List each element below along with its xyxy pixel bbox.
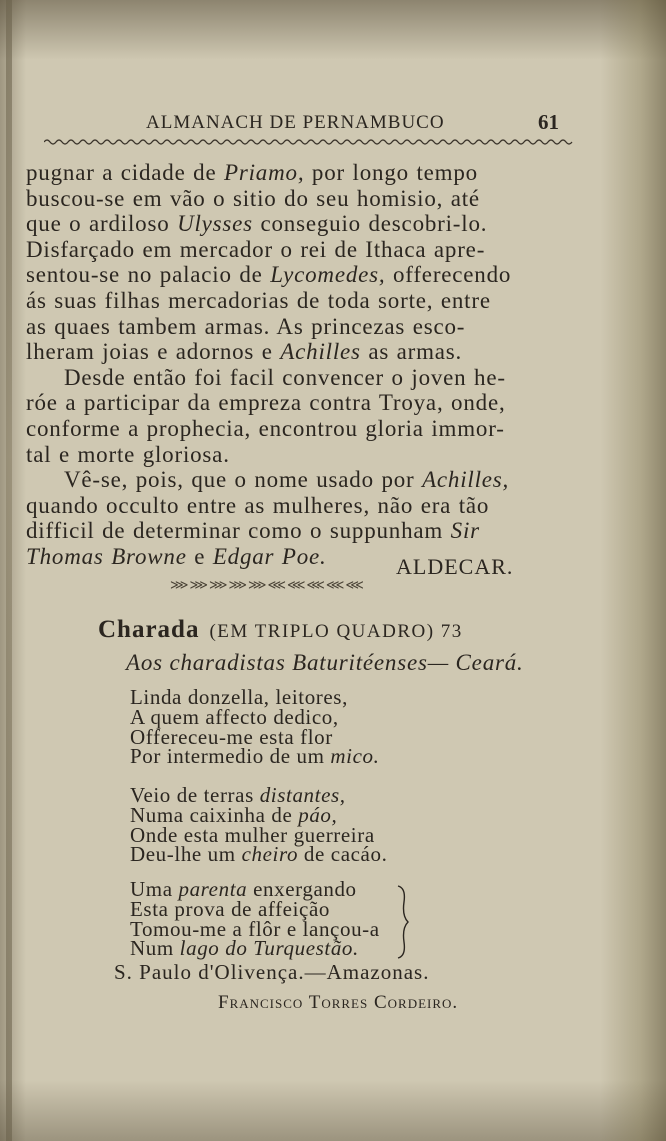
article-signature: ALDECAR.: [396, 554, 514, 579]
body-line: Disfarçado em mercador o rei de Ithaca apre-: [26, 236, 486, 262]
verse-line: Por intermedio de um mico.: [130, 744, 380, 769]
verse-line: Esta prova de affeição: [130, 896, 330, 921]
body-line: Vê-se, pois, que o nome usado por Achilles,: [64, 467, 510, 493]
body-line: buscou-se em vão o sitio do seu homisio, até: [26, 185, 480, 211]
body-line: conforme a prophecia, encontrou gloria immor-: [26, 415, 505, 441]
decorative-divider: ⋙⋙⋙⋙⋙⋘⋘⋘⋘⋘: [170, 578, 365, 593]
header-wavy-rule: [44, 138, 574, 146]
verse-line: Deu-lhe um cheiro de cacáo.: [130, 842, 388, 867]
body-line: quando occulto entre as mulheres, não era tão: [26, 492, 490, 518]
verse-line: Veio de terras distantes,: [130, 783, 346, 807]
body-line: ás suas filhas mercadorias de toda sorte, entre: [26, 287, 491, 313]
charada-title: Charada: [98, 616, 200, 643]
body-line: que o ardiloso Ulysses conseguio descobri-lo.: [26, 211, 488, 237]
verse-line: Onde esta mulher guerreira: [130, 822, 375, 847]
charada-author: Francisco Torres Cordeiro.: [218, 992, 459, 1013]
curly-brace-icon: [394, 884, 414, 960]
running-title: ALMANACH DE PERNAMBUCO: [146, 112, 445, 133]
body-line: as quaes tambem armas. As princezas esco-: [26, 313, 466, 339]
page-header: [30, 112, 626, 138]
verse-line: Num lago do Turquestão.: [130, 936, 359, 961]
body-line: difficil de determinar como o suppunham Sir: [26, 518, 480, 544]
charada-dedication: Aos charadistas Baturitéenses— Ceará.: [126, 650, 524, 675]
verse-line: Linda donzella, leitores,: [130, 685, 348, 709]
verse-line: Uma parenta enxergando: [130, 877, 357, 901]
body-line: Thomas Browne e Edgar Poe.: [26, 543, 327, 569]
body-line: sentou-se no palacio de Lycomedes, offerecendo: [26, 262, 512, 288]
verse-line: Numa caixinha de páo,: [130, 802, 338, 827]
body-line: lheram joias e adornos e Achilles as armas.: [26, 339, 463, 365]
verse-line: A quem affecto dedico,: [130, 704, 339, 729]
body-line: tal e morte gloriosa.: [26, 441, 230, 467]
body-line: pugnar a cidade de Priamo, por longo tempo: [26, 160, 478, 185]
article-body: [26, 160, 586, 570]
poem-stanza-1: [130, 685, 380, 769]
charada-heading: [98, 616, 463, 644]
page-number: 61: [538, 110, 559, 134]
poem-stanza-2: [130, 783, 388, 867]
body-line: Desde então foi facil convencer o joven he-: [64, 364, 506, 390]
charada-place: S. Paulo d'Olivença.—Amazonas.: [114, 960, 430, 984]
verse-line: Tomou-me a flôr e lançou-a: [130, 916, 380, 941]
charada-subtitle: (EM TRIPLO QUADRO) 73: [209, 621, 463, 642]
page-edge-shadow: [6, 0, 12, 1141]
poem-stanza-3: [130, 877, 380, 961]
verse-line: Offereceu-me esta flor: [130, 724, 333, 749]
body-line: róe a participar da empreza contra Troya, onde,: [26, 390, 506, 416]
